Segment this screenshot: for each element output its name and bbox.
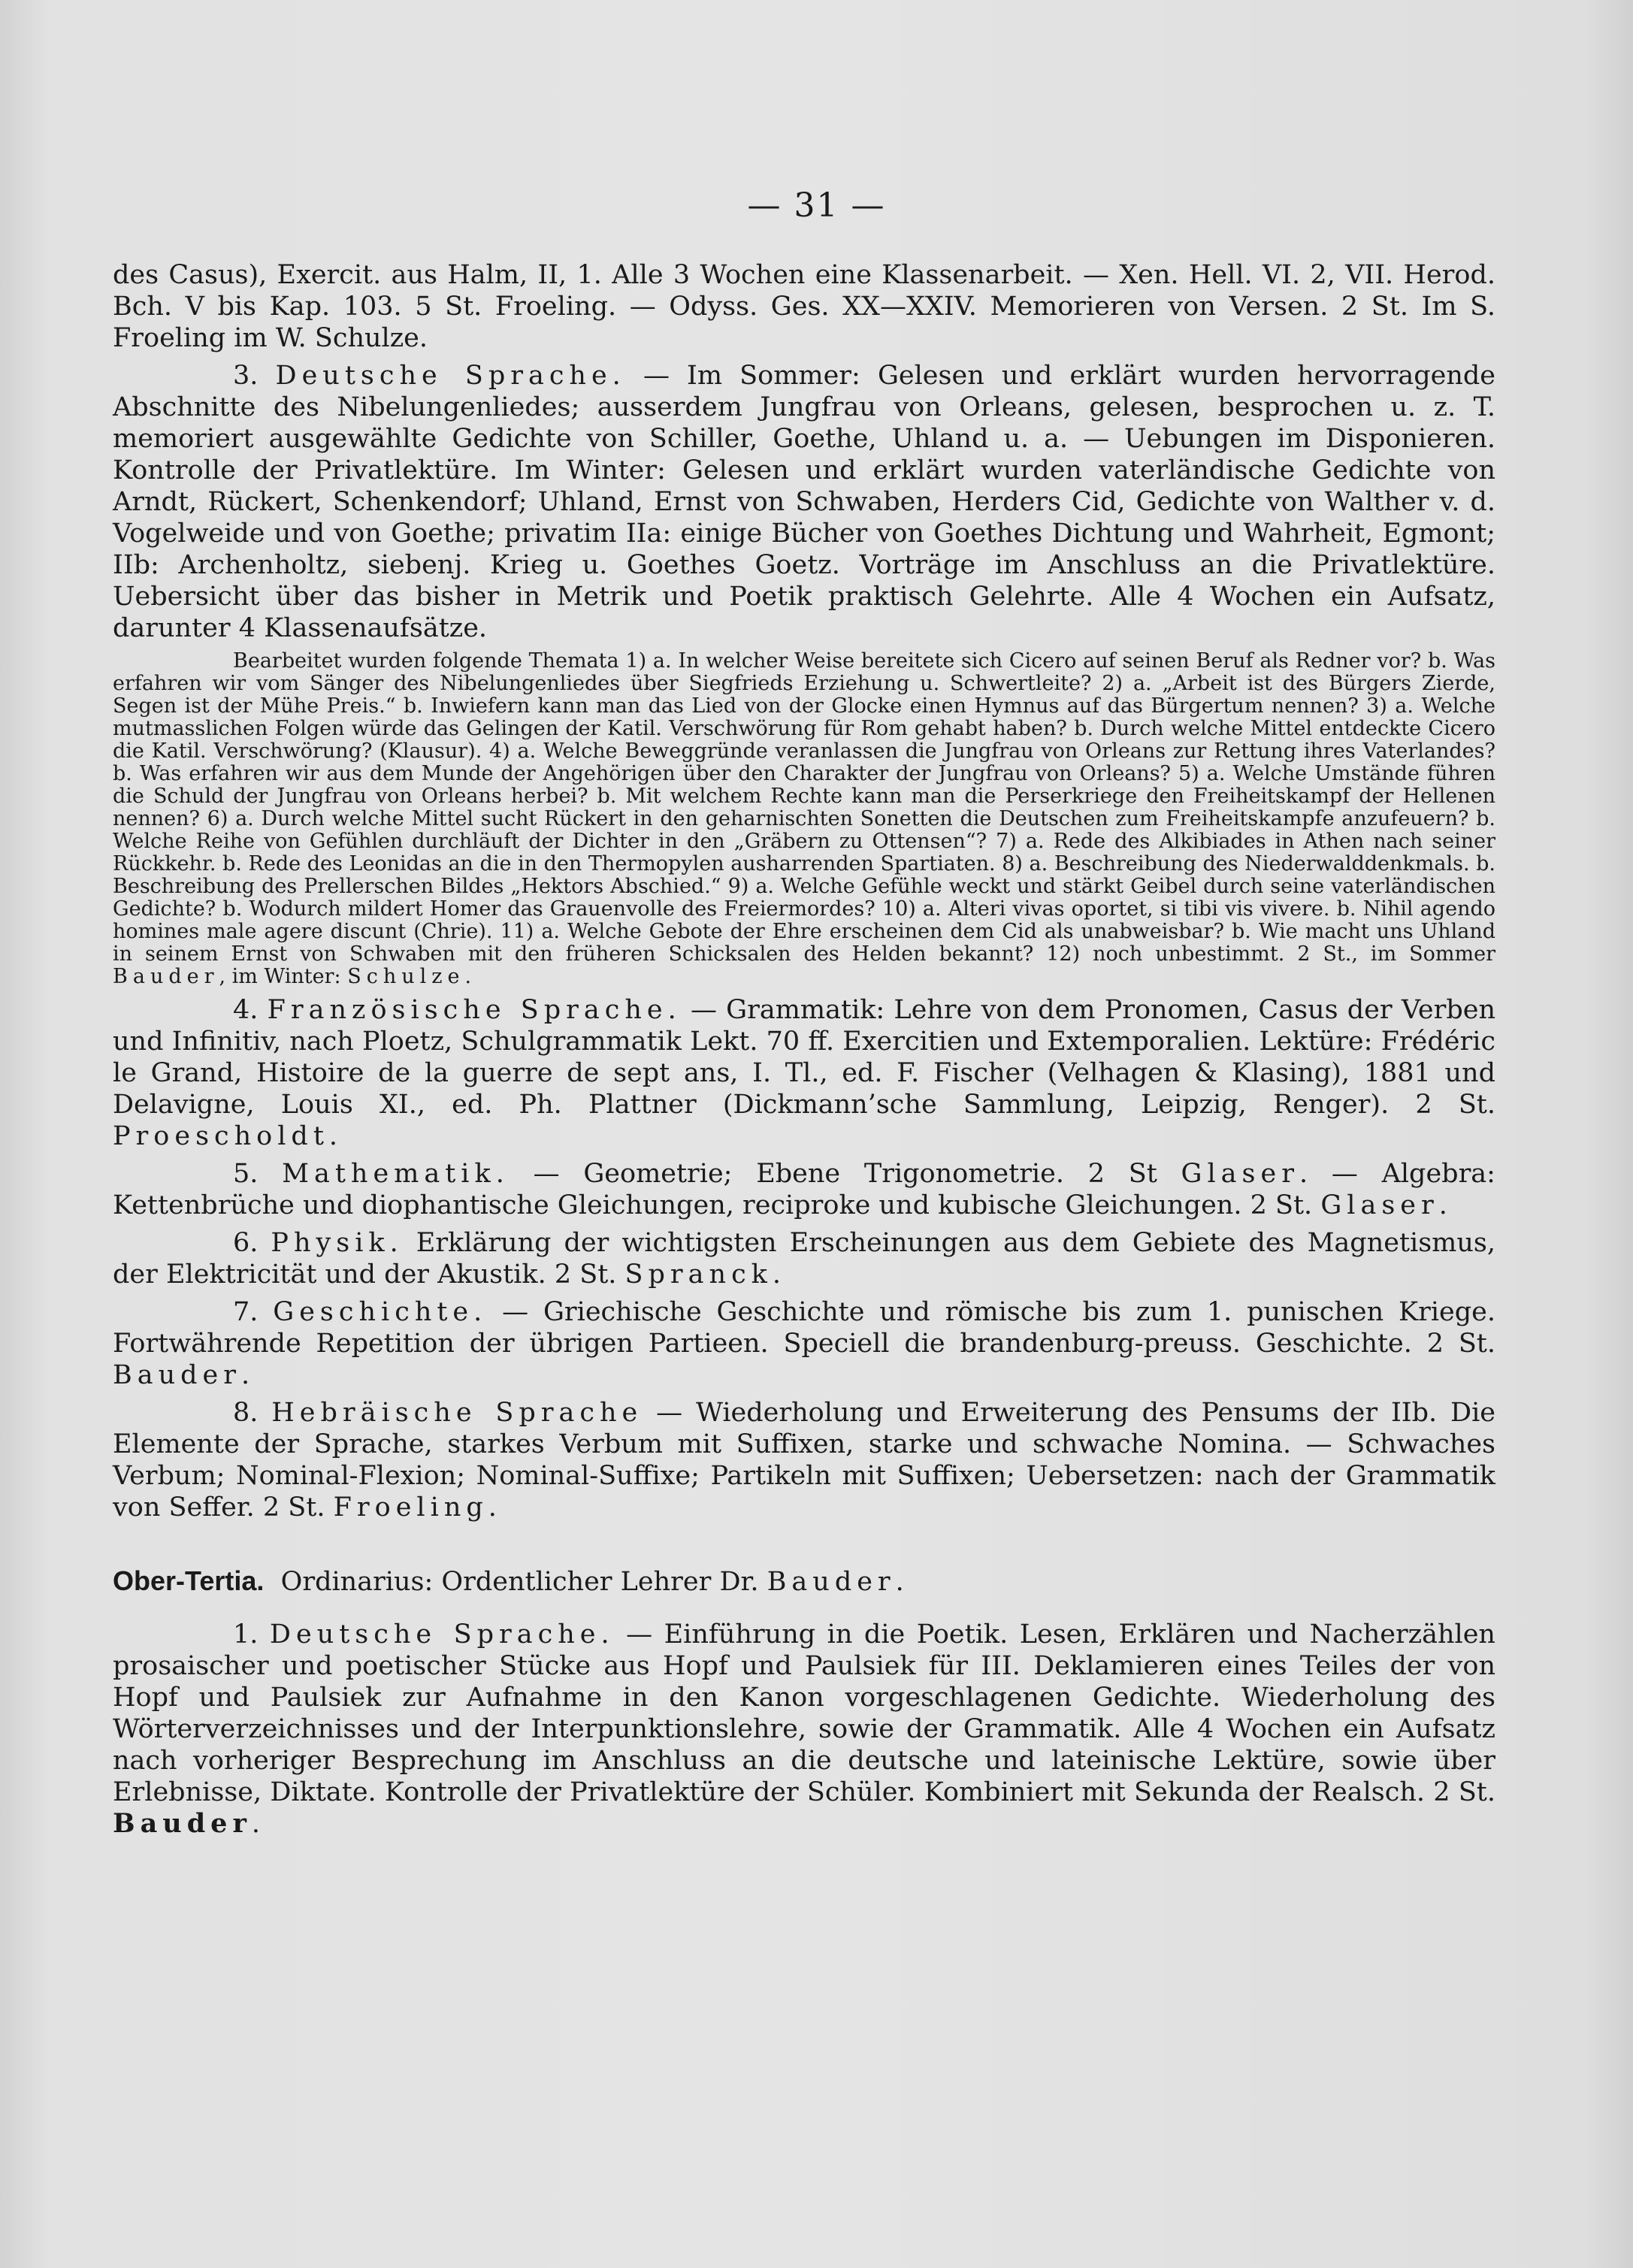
themata-block [113, 650, 1495, 988]
physik-paragraph [113, 1227, 1495, 1290]
obertertia-header [113, 1565, 1495, 1598]
section-physik [113, 1227, 1495, 1290]
mathe-number: 5. [233, 1159, 259, 1189]
deutsch-number: 3. [233, 361, 259, 391]
section-mathe [113, 1158, 1495, 1221]
ot-deutsch-teacher: Bauder [113, 1808, 252, 1839]
hebr-text: — Wiederholung und Erweiterung des Pensums der IIb. Die Elemente der Sprache, starkes Verbum mit Suffixen, starke und schwache Nomina. — Schwaches Verbum; Nominal-Flexion; Nominal-Suffixe; Partikeln mit Suffixen; Uebersetzen: nach der Grammatik von Seffer. 2 St. [113, 1398, 1495, 1523]
mathe-teacher-2: Glaser [1320, 1190, 1439, 1220]
hebr-title: Hebräische Sprache [271, 1398, 643, 1428]
themata-mid: , im Winter: [219, 965, 341, 988]
franz-text: — Grammatik: Lehre von dem Pronomen, Casus der Verben und Infinitiv, nach Ploetz, Schulgrammatik Lekt. 70 ff. Exercitien und Extemporalien. Lektüre: Frédéric le Grand, Histoire de la guerre de sept ans, I. Tl., ed. F. Fischer (Velhagen & Klasing), 1881 und Delavigne, Louis XI., ed. Ph. Plattner (Dickmann’sche Sammlung, Leipzig, Renger). 2 St. [113, 995, 1495, 1120]
ot-deutsch-title: Deutsche Sprache. [269, 1619, 615, 1650]
ot-deutsch-end: . [251, 1809, 261, 1839]
obertertia-ordinarius: Ordinarius: Ordentlicher Lehrer Dr. [280, 1567, 759, 1597]
physik-end: . [772, 1259, 782, 1290]
mathe-title: Mathematik. [282, 1159, 510, 1189]
themata-teacher-1: Bauder [113, 965, 219, 988]
physik-text: Erklärung der wichtigsten Erscheinungen aus dem Gebiete des Magnetismus, der Elektricität und der Akustik. 2 St. [113, 1228, 1495, 1290]
franz-teacher: Proescholdt [113, 1121, 329, 1151]
hebr-teacher: Froeling [333, 1492, 488, 1523]
mathe-text: — Geometrie; Ebene Trigonometrie. 2 St [533, 1159, 1157, 1189]
hebr-paragraph [113, 1397, 1495, 1523]
ot-deutsch-number: 1. [233, 1619, 259, 1650]
geschichte-title: Geschichte. [273, 1297, 488, 1327]
themata-paragraph [113, 650, 1495, 988]
mathe-mid: . — Algebra: Kettenbrüche und diophantische Gleichungen, reciproke und kubische Gleichungen. 2 St. [113, 1159, 1495, 1220]
geschichte-teacher: Bauder [113, 1360, 241, 1390]
mathe-teacher-1: Glaser [1181, 1159, 1299, 1189]
obertertia-end: . [895, 1567, 904, 1597]
continuation-paragraph: des Casus), Exercit. aus Halm, II, 1. Alle 3 Wochen eine Klassenarbeit. — Xen. Hell. VI. 2, VII. Herod. Bch. V bis Kap. 103. 5 St. Froeling. — Odyss. Ges. XX—XXIV. Memorieren von Versen. 2 St. Im S. Froeling im W. Schulze. [113, 260, 1495, 353]
hebr-number: 8. [233, 1398, 259, 1428]
page-content [113, 259, 1495, 1840]
ot-deutsch-text: — Einführung in die Poetik. Lesen, Erklären und Nacherzählen prosaischer und poetischer Stücke aus Hopf und Paulsiek für III. Deklamieren eines Teiles der von Hopf und Paulsiek zur Aufnahme in den Kanon vorgeschlagenen Gedichte. Wiederholung des Wörterverzeichnisses und der Interpunktionslehre, sowie der Grammatik. Alle 4 Wochen ein Aufsatz nach vorheriger Besprechung im Anschluss an die deutsche und lateinische Lektüre, sowie über Erlebnisse, Diktate. Kontrolle der Privatlektüre der Schüler. Kombiniert mit Sekunda der Realsch. 2 St. [113, 1619, 1495, 1807]
mathe-paragraph [113, 1158, 1495, 1221]
physik-number: 6. [233, 1228, 259, 1258]
ot-deutsch-paragraph [113, 1619, 1495, 1840]
hebr-end: . [488, 1492, 497, 1523]
franz-number: 4. [233, 995, 259, 1025]
deutsch-paragraph [113, 360, 1495, 644]
physik-teacher: Spranck [624, 1259, 773, 1290]
themata-teacher-2: Schulze [347, 965, 465, 988]
geschichte-paragraph [113, 1296, 1495, 1391]
geschichte-end: . [240, 1360, 250, 1390]
themata-text: Bearbeitet wurden folgende Themata 1) a. In welcher Weise bereitete sich Cicero auf seinen Beruf als Redner vor? b. Was erfahren wir vom Sänger des Nibelungenliedes über Siegfrieds Erziehung u. Schwertleite? 2) a. „Arbeit ist des Bürgers Zierde, Segen ist der Mühe Preis.“ b. Inwiefern kann man das Lied von der Glocke einen Hymnus auf das Bürgertum nennen? 3) a. Welche mutmasslichen Folgen würde das Gelingen der Katil. Verschwörung für Rom gehabt haben? b. Durch welche Mittel entdeckte Cicero die Katil. Verschwörung? (Klausur). 4) a. Welche Beweggründe veranlassen die Jungfrau von Orleans zur Rettung ihres Vaterlandes? b. Was erfahren wir aus dem Munde der Angehörigen über den Charakter der Jungfrau von Orleans? 5) a. Welche Umstände führen die Schuld der Jungfrau von Orleans herbei? b. Mit welchem Rechte kann man die Perserkriege den Freiheitskampf der Hellenen nennen? 6) a. Durch welche Mittel sucht Rückert in den geharnischten Sonetten die Deutschen zum Freiheitskampfe anzufeuern? b. Welche Reihe von Gefühlen durchläuft der Dichter in den „Gräbern zu Ottensen“? 7) a. Rede des Alkibiades in Athen nach seiner Rückkehr. b. Rede des Leonidas an die in den Thermopylen ausharrenden Spartiaten. 8) a. Beschreibung des Niederwalddenkmals. b. Beschreibung des Prellerschen Bildes „Hektors Abschied.“ 9) a. Welche Gefühle weckt und stärkt Geibel durch seine vaterländischen Gedichte? b. Wodurch mildert Homer das Grauenvolle des Freiermordes? 10) a. Alteri vivas oportet, si tibi vis vivere. b. Nihil agendo homines male agere discunt (Chrie). 11) a. Welche Gebote der Ehre erscheinen dem Cid als unabweisbar? b. Wie macht uns Uhland in seinem Ernst von Schwaben mit den früheren Schicksalen des Helden bekannt? 12) noch unbestimmt. 2 St., im Sommer [113, 649, 1495, 966]
section-deutsch [113, 360, 1495, 644]
franz-paragraph [113, 994, 1495, 1152]
section-ot-deutsch [113, 1619, 1495, 1840]
mathe-end: . [1438, 1190, 1447, 1220]
continuation-block [113, 259, 1495, 354]
section-geschichte [113, 1296, 1495, 1391]
obertertia-heading: Ober-Tertia. [113, 1565, 265, 1596]
themata-end: . [464, 965, 472, 988]
franz-title: Französische Sprache. [267, 995, 682, 1025]
franz-end: . [328, 1121, 338, 1151]
geschichte-number: 7. [233, 1297, 259, 1327]
section-hebr [113, 1397, 1495, 1523]
obertertia-teacher: Bauder [767, 1567, 896, 1597]
geschichte-text: — Griechische Geschichte und römische bis zum 1. punischen Kriege. Fortwährende Repetition der übrigen Partieen. Speciell die brandenburg-preuss. Geschichte. 2 St. [113, 1297, 1495, 1359]
obertertia-heading-line [113, 1565, 1495, 1598]
deutsch-text: — Im Sommer: Gelesen und erklärt wurden hervorragende Abschnitte des Nibelungenliedes; ausserdem Jungfrau von Orleans, gelesen, besprochen u. z. T. memoriert ausgewählte Gedichte von Schiller, Goethe, Uhland u. a. — Uebungen im Disponieren. Kontrolle der Privatlektüre. Im Winter: Gelesen und erklärt wurden vaterländische Gedichte von Arndt, Rückert, Schenkendorf; Uhland, Ernst von Schwaben, Herders Cid, Gedichte von Walther v. d. Vogelweide und von Goethe; privatim IIa: einige Bücher von Goethes Dichtung und Wahrheit, Egmont; IIb: Archenholtz, siebenj. Krieg u. Goethes Goetz. Vorträge im Anschluss an die Privatlektüre. Uebersicht über das bisher in Metrik und Poetik praktisch Gelehrte. Alle 4 Wochen ein Aufsatz, darunter 4 Klassenaufsätze. [113, 361, 1495, 643]
deutsch-title: Deutsche Sprache. [275, 361, 626, 391]
section-franz [113, 994, 1495, 1152]
page-number: — 31 — [747, 186, 886, 225]
physik-title: Physik. [271, 1228, 404, 1258]
